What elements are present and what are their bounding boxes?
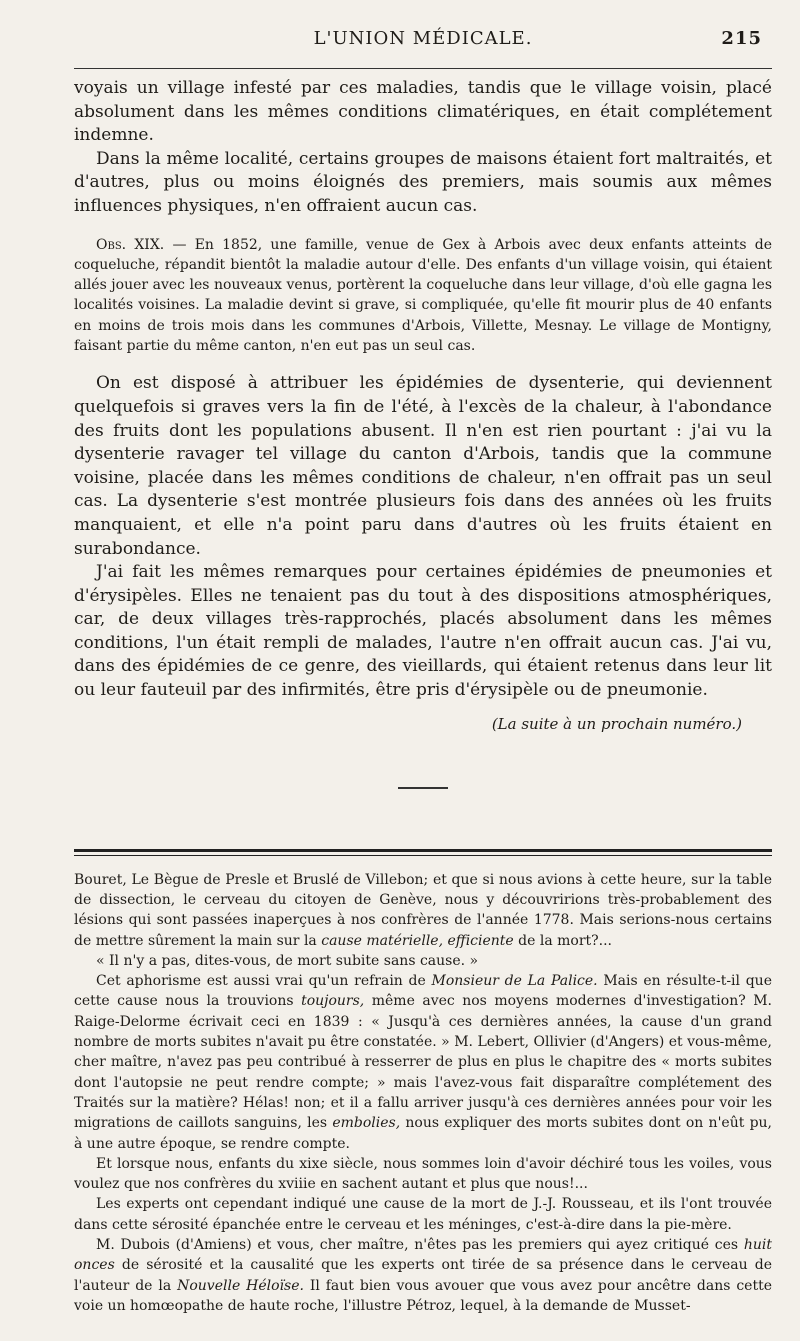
paragraph-pneumonies: J'ai fait les mêmes remarques pour certaines épidémies de pneumonies et d'érysipèles. Elles ne tenaient pas du tout à des dispositions atmosphériques, car, de deux villages très-rapprochés, placés absolument dans les mêmes conditions, l'un était rempli de malades, l'autre n'en offrait aucun cas. J'ai vu, dans des épidémies de ce genre, des vieillards, qui étaient retenus dans leur lit ou leur fauteuil par des infirmités, être pris d'érysipèle ou de pneumonie. [74,562,772,701]
feuilleton-paragraph-6 [74,1235,772,1316]
feuilleton-paragraph-5: Les experts ont cependant indiqué une cause de la mort de J.-J. Rousseau, et ils l'ont trouvée dans cette sérosité épanchée entre le cerveau et les méninges, c'est-à-dire dans la pie-mère. [74,1196,772,1233]
text-run: même avec nos moyens modernes d'investigation? M. Raige-Delorme écrivait ceci en 1839 : « Jusqu'à ces dernières années, la cause d'un grand nombre de morts subites n'avait pu être constatée. » M. Lebert, Ollivier (d'Angers) et vous-même, cher maître, n'avez pas peu contribué à resserrer de plus en plus le chapitre des « morts subites dont l'autopsie ne peut rendre compte; » mais l'avez-vous fait disparaître complétement des Traités sur la matière? Hélas! non; et il a fallu arriver jusqu'à ces dernières années pour voir les migrations de caillots sanguins, les [74,993,772,1132]
text-run: Cet aphorisme est aussi vrai qu'un refrain de [96,973,432,990]
italic-run: huit onces [74,1237,772,1274]
journal-title: L'UNION MÉDICALE. [313,28,533,49]
header-rule [74,68,772,69]
italic-run: embolies, [332,1115,401,1132]
section-rule [398,787,448,789]
text-run: de la mort?... [513,932,613,949]
paragraph-1: voyais un village infesté par ces maladies, tandis que le village voisin, placé absolument dans les mêmes conditions climatériques, en était complétement indemne. [74,78,772,146]
text-run: nous expliquer des morts subites dont on n'eût pu, à une autre époque, se rendre compte. [74,1115,773,1152]
running-header [74,28,772,58]
text-run: de sérosité et la causalité que les experts ont tirée de sa présence dans le cerveau de l'auteur de la [74,1257,772,1294]
feuilleton-paragraph-1 [74,870,772,951]
text-run: Bouret, Le Bègue de Presle et Bruslé de Villebon; et que si nous avions à cette heure, sur la table de dissection, le cerveau du citoyen de Genève, nous y découvririons très-probablement des lésions qui sont passées inaperçues à nos confrères de l'année 1778. Mais serions-nous certains de mettre sûrement la main sur la [74,871,772,949]
continued-note: (La suite à un prochain numéro.) [491,714,742,733]
italic-run: Nouvelle Héloïse. [177,1277,304,1294]
observation-label: Obs. XIX. [96,236,165,253]
feuilleton-separator [74,849,772,856]
feuilleton-paragraph-4: Et lorsque nous, enfants du xixe siècle, nous sommes loin d'avoir déchiré tous les voiles, vous voulez que nos confrères du xviiie en sachent autant et plus que nous!... [74,1155,772,1193]
separator-thin-line [74,855,772,856]
paragraph-dysenterie: On est disposé à attribuer les épidémies de dysenterie, qui deviennent quelquefois si graves vers la fin de l'été, à l'excès de la chaleur, à l'abondance des fruits dont les populations abusent. Il n'en est rien pourtant : j'ai vu la dysenterie ravager tel village du canton d'Arbois, tandis que la commune voisine, placée dans les mêmes conditions de chaleur, n'en offrait pas un seul cas. La dysenterie s'est montrée plusieurs fois dans des années où les fruits manquaient, et elle n'a point paru dans d'autres où les fruits étaient en surabondance. [74,373,772,559]
observation-paragraph [74,235,772,357]
italic-run: toujours, [301,993,365,1010]
feuilleton-section [74,870,772,1317]
separator-thick-line [74,849,772,852]
text-run: Il faut bien vous avouer que vous avez pour ancêtre dans cette voie un homœopathe de haute roche, l'illustre Pétroz, lequel, à la demande de Musset- [74,1277,772,1314]
italic-run: Monsieur de La Palice. [431,973,598,990]
feuilleton-paragraph-3 [74,971,772,1154]
italic-run: cause matérielle, efficiente [321,932,514,949]
observation-text: — En 1852, une famille, venue de Gex à Arbois avec deux enfants atteints de coqueluche, répandit bientôt la maladie autour d'elle. Des enfants d'un village voisin, qui étaient allés jouer avec les nouveaux venus, portèrent la coqueluche dans leur village, d'où elle gagna les localités voisines. La maladie devint si grave, si compliquée, qu'elle fit mourir plus de 40 enfants en moins de trois mois dans les communes d'Arbois, Villette, Mesnay. Le village de Montigny, faisant partie du même canton, n'en eut pas un seul cas. [74,236,772,355]
page-number: 215 [721,28,762,49]
text-run: M. Dubois (d'Amiens) et vous, cher maître, n'êtes pas les premiers qui ayez critiqué ces [96,1237,744,1253]
text-run: Mais en résulte-t-il que cette cause nous la trouvions [74,973,772,1010]
observation-xix [74,235,772,357]
paragraph-2: Dans la même localité, certains groupes de maisons étaient fort maltraités, et d'autres, plus ou moins éloignés des premiers, mais soumis aux mêmes influences physiques, n'en offraient aucun cas. [74,148,772,216]
feuilleton-paragraph-2: « Il n'y a pas, dites-vous, de mort subite sans cause. » [96,952,479,969]
